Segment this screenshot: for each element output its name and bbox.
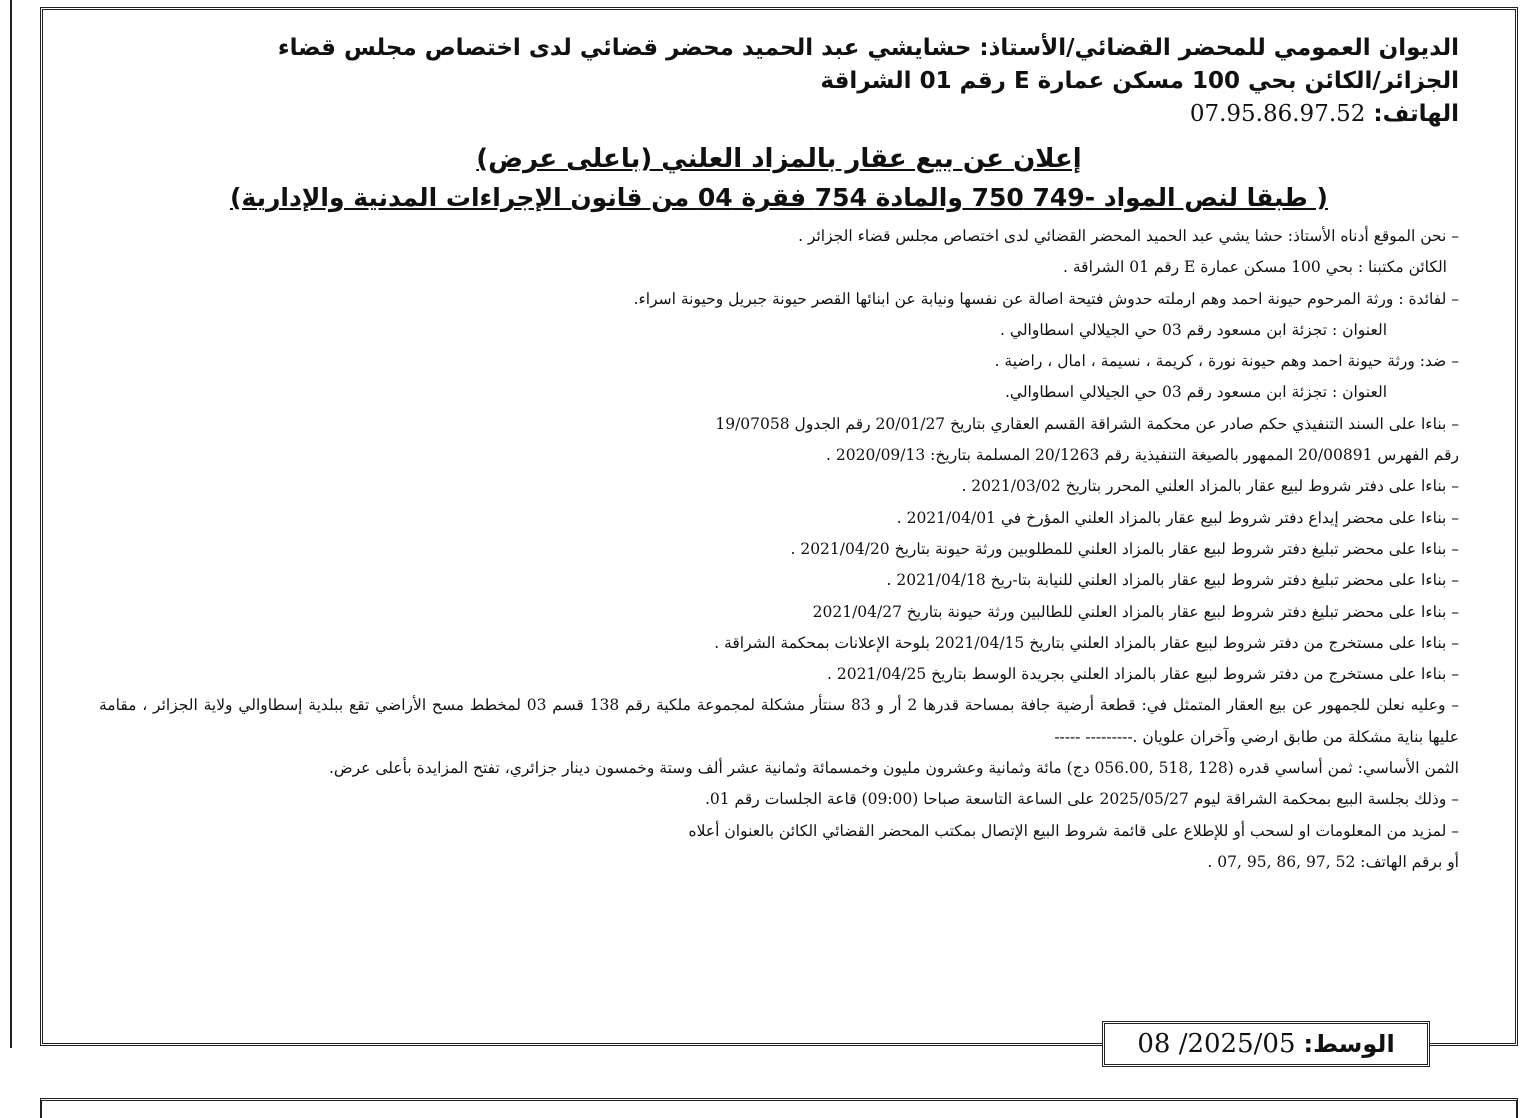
body-line: العنوان : تجزئة ابن مسعود رقم 03 حي الجيلالي اسطاوالي . [1000, 320, 1387, 339]
notice-title: إعلان عن بيع عقار بالمزاد العلني (باعلى عرض) [476, 144, 1082, 174]
phone-number: 07.95.86.97.52 [1189, 101, 1366, 127]
next-notice-frame [40, 1098, 1518, 1118]
body-line: الثمن الأساسي: ثمن أساسي قدره (128 ,518 ,056.00 دج) مائة وثمانية وعشرون مليون وخمسمائة وثمانية عشر ألف وستة وخمسون دينار جزائري، تفتح المزايدة بأعلى عرض. [328, 759, 1459, 778]
body-line: رقم الفهرس 20/00891 الممهور بالصيغة التنفيذية رقم 20/1263 المسلمة بتاريخ: 2020/09/13 . [826, 446, 1459, 465]
publication-stamp [1102, 1021, 1430, 1067]
body-line: – نحن الموقع أدناه الأستاذ: حشا يشي عبد الحميد المحضر القضائي لدى اختصاص مجلس قضاء الجزائر . [798, 227, 1459, 245]
notice-subtitle: ( طبقا لنص المواد -749 750 والمادة 754 فقرة 04 من قانون الإجراءات المدنية والإدارية) [230, 183, 1328, 212]
left-column-rule [0, 0, 12, 1048]
body-line: – لمزيد من المعلومات او لسحب أو للإطلاع على قائمة شروط البيع الإتصال بمكتب المحضر القضائي الكائن بالعنوان أعلاه [688, 821, 1459, 840]
notice-body [99, 221, 1459, 878]
publication-date: 2025/05/ 08 [1137, 1029, 1296, 1059]
header-phone [99, 98, 1459, 131]
body-line: – وذلك بجلسة البيع بمحكمة الشراقة ليوم 2025/05/27 على الساعة التاسعة صباحا (09:00) قاعة الجلسات رقم 01. [704, 790, 1459, 809]
header-line-1: الديوان العمومي للمحضر القضائي/الأستاذ: حشايشي عبد الحميد محضر قضائي لدى اختصاص مجلس قضاء [277, 35, 1459, 61]
body-line: – بناءا على دفتر شروط لبيع عقار بالمزاد العلني المحرر بتاريخ 2021/03/02 . [961, 477, 1459, 496]
newspaper-name: الوسط: [1303, 1030, 1395, 1058]
body-line: العنوان : تجزئة ابن مسعود رقم 03 حي الجيلالي اسطاوالي. [1004, 383, 1387, 402]
legal-notice [40, 7, 1518, 1046]
body-line: أو برقم الهاتف: 52 ,97 ,86 ,95 ,07 . [1207, 852, 1459, 871]
body-line: – بناءا على محضر تبليغ دفتر شروط لبيع عقار بالمزاد العلني للمطلوبين ورثة حيونة بتاريخ 2021/04/20 . [790, 539, 1459, 558]
body-line: – بناءا على مستخرج من دفتر شروط لبيع عقار بالمزاد العلني بجريدة الوسط بتاريخ 2021/04/25 . [827, 665, 1459, 684]
body-line: – وعليه نعلن للجمهور عن بيع العقار المتمثل في: قطعة أرضية جافة بمساحة قدرها 2 أر و 83 سنتأر مشكلة لمجموعة ملكية رقم 138 قسم 03 لمخطط مسح الأراضي تقع ببلدية إسطاوالي ولاية الجزائر ، مقامة عليها بناية مشكلة من طابق ارضي وآخران علويان .--------- ----- [99, 696, 1459, 746]
body-line: الكائن مكتبنا : بحي 100 مسكن عمارة E رقم 01 الشراقة . [1063, 258, 1447, 277]
body-line: – بناءا على السند التنفيذي حكم صادر عن محكمة الشراقة القسم العقاري بتاريخ 20/01/27 رقم الجدول 19/07058 [715, 414, 1459, 433]
body-line: – بناءا على محضر إيداع دفتر شروط لبيع عقار بالمزاد العلني المؤرخ في 2021/04/01 . [896, 508, 1459, 527]
body-line: – بناءا على محضر تبليغ دفتر شروط لبيع عقار بالمزاد العلني للنيابة بتا-ريخ 2021/04/18 . [886, 571, 1459, 590]
body-line: – ضد: ورثة حيونة احمد وهم حيونة نورة ، كريمة ، نسيمة ، امال ، راضية . [994, 352, 1459, 371]
body-line: – بناءا على مستخرج من دفتر شروط لبيع عقار بالمزاد العلني بتاريخ 2021/04/15 بلوحة الإعلانات بمحكمة الشراقة . [714, 633, 1459, 652]
phone-label: الهاتف: [1373, 101, 1459, 127]
body-line: – لفائدة : ورثة المرحوم حيونة احمد وهم ارملته حدوش فتيحة اصالة عن نفسها ونيابة عن ابنائها القصر حيونة جبريل وحيونة اسراء. [633, 289, 1459, 308]
header-line-2: الجزائر/الكائن بحي 100 مسكن عمارة E رقم 01 الشراقة [820, 68, 1459, 94]
body-line: – بناءا على محضر تبليغ دفتر شروط لبيع عقار بالمزاد العلني للطالبين ورثة حيونة بتاريخ 2021/04/27 [812, 602, 1459, 621]
